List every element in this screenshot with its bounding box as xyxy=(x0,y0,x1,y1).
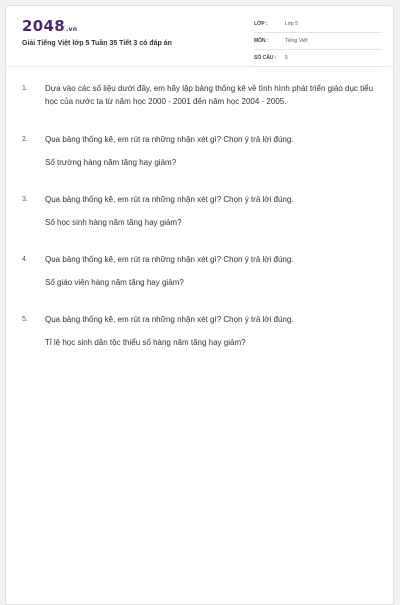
question-text: Qua bảng thống kê, em rút ra những nhận xét gì? Chọn ý trả lời đúng. xyxy=(45,255,294,264)
question-subtext: Tỉ lệ học sinh dân tộc thiểu số hàng năm tăng hay giảm? xyxy=(45,338,246,347)
meta-value: 5 xyxy=(285,55,288,61)
worksheet-title: Giải Tiếng Việt lớp 5 Tuần 35 Tiết 3 có đáp án xyxy=(22,40,172,47)
meta-value: Lớp 5 xyxy=(285,21,299,27)
question-number: 2. xyxy=(22,136,28,143)
question-number: 3. xyxy=(22,196,28,203)
meta-row-class xyxy=(254,18,382,33)
worksheet-header xyxy=(6,6,393,67)
question-text: Qua bảng thống kê, em rút ra những nhận xét gì? Chọn ý trả lời đúng. xyxy=(45,195,294,204)
question-number: 5. xyxy=(22,316,28,323)
question-item xyxy=(22,313,378,349)
question-subtext: Số trường hàng năm tăng hay giảm? xyxy=(45,158,177,167)
meta-label: MÔN : xyxy=(254,38,269,44)
question-item xyxy=(22,193,378,229)
site-logo[interactable] xyxy=(22,17,77,35)
question-text: Qua bảng thống kê, em rút ra những nhận xét gì? Chọn ý trả lời đúng. xyxy=(45,135,294,144)
question-number: 1. xyxy=(22,85,28,92)
worksheet-meta xyxy=(254,18,382,69)
meta-value: Tiếng Việt xyxy=(285,38,308,44)
meta-label: LỚP : xyxy=(254,21,268,27)
question-subtext: Số học sinh hàng năm tăng hay giảm? xyxy=(45,218,182,227)
question-text: Dựa vào các số liệu dưới đây, em hãy lập bảng thống kê về tình hình phát triển giáo dục tiểu học của nước ta từ năm học 2000 - 2001 đến năm học 2004 - 2005. xyxy=(45,84,374,106)
meta-row-subject xyxy=(254,35,382,50)
question-number: 4. xyxy=(22,256,28,263)
question-text: Qua bảng thống kê, em rút ra những nhận xét gì? Chọn ý trả lời đúng. xyxy=(45,315,294,324)
question-item xyxy=(22,253,378,289)
worksheet-page xyxy=(5,5,394,605)
logo-suffix: .vn xyxy=(65,26,78,33)
question-item xyxy=(22,82,378,108)
meta-label: SỐ CÂU : xyxy=(254,55,277,61)
question-list xyxy=(22,82,378,349)
question-subtext: Số giáo viên hàng năm tăng hay giảm? xyxy=(45,278,184,287)
meta-row-question-count xyxy=(254,52,382,67)
question-item xyxy=(22,133,378,169)
logo-text: 2048 xyxy=(22,17,65,35)
